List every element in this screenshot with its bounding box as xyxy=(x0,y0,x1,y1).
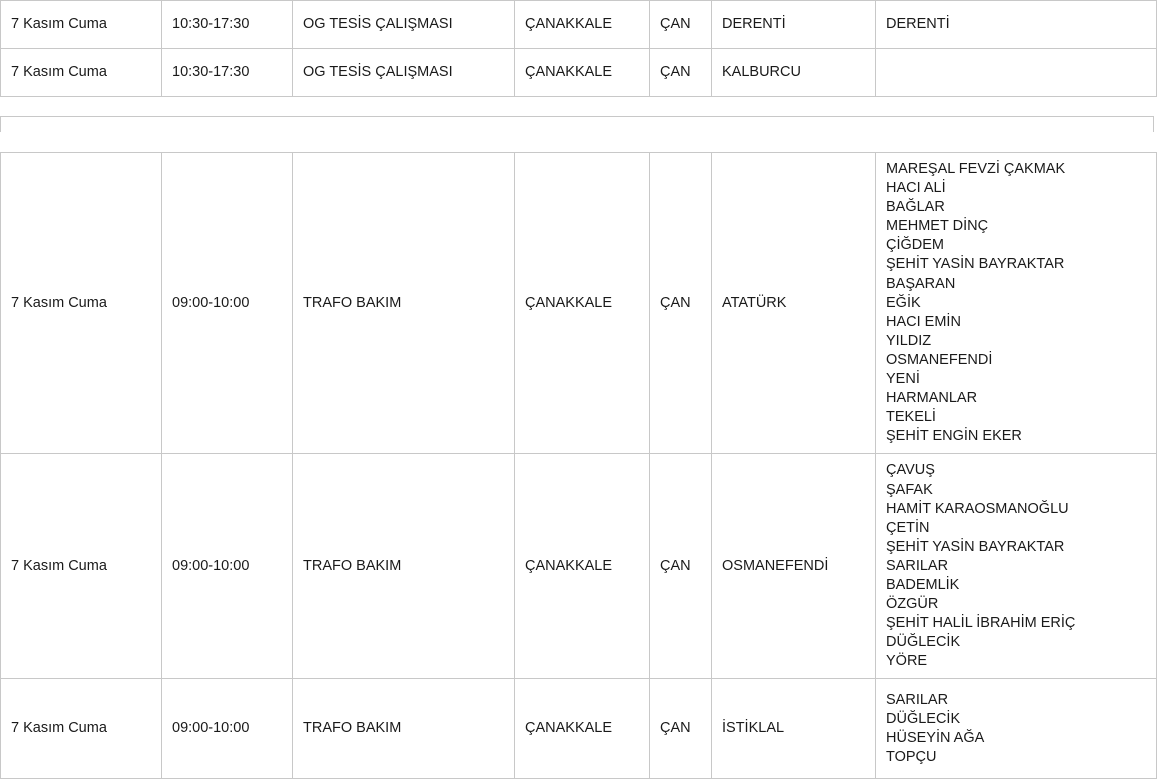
cell-date: 7 Kasım Cuma xyxy=(1,1,162,49)
street-item: DÜĞLECİK xyxy=(886,710,961,727)
street-item: BAŞARAN xyxy=(886,275,956,292)
street-item: SARILAR xyxy=(886,557,949,574)
cell-area: İSTİKLAL xyxy=(712,679,876,779)
cell-district: ÇAN xyxy=(650,49,712,97)
cell-date: 7 Kasım Cuma xyxy=(1,679,162,779)
street-item: OSMANEFENDİ xyxy=(886,351,993,368)
street-item: TEKELİ xyxy=(886,409,936,426)
street-item: ÖZGÜR xyxy=(886,596,939,613)
cell-district: ÇAN xyxy=(650,454,712,679)
cell-work-type: OG TESİS ÇALIŞMASI xyxy=(293,49,515,97)
table-row xyxy=(1,49,1157,97)
street-item: ÇAVUŞ xyxy=(886,462,935,479)
cell-work-type: TRAFO BAKIM xyxy=(293,454,515,679)
table-gap xyxy=(0,116,1168,152)
cell-area: KALBURCU xyxy=(712,49,876,97)
cell-streets: DERENTİ xyxy=(876,1,1157,49)
cell-time: 10:30-17:30 xyxy=(162,1,293,49)
street-item: ÇİĞDEM xyxy=(886,237,944,254)
street-item: YENİ xyxy=(886,371,920,388)
street-item: YILDIZ xyxy=(886,332,932,349)
street-item: ŞEHİT YASİN BAYRAKTAR xyxy=(886,256,1065,273)
street-item: HAMİT KARAOSMANOĞLU xyxy=(886,500,1069,517)
cell-time: 10:30-17:30 xyxy=(162,49,293,97)
street-item: HÜSEYİN AĞA xyxy=(886,729,985,746)
table-divider xyxy=(0,116,1154,132)
street-item: DÜĞLECİK xyxy=(886,634,961,651)
cell-area: DERENTİ xyxy=(712,1,876,49)
table-row xyxy=(1,454,1157,679)
street-item: ŞAFAK xyxy=(886,481,933,498)
cell-district: ÇAN xyxy=(650,1,712,49)
cell-city: ÇANAKKALE xyxy=(515,454,650,679)
street-item: HARMANLAR xyxy=(886,390,978,407)
street-item: HACI ALİ xyxy=(886,180,946,197)
street-item: HACI EMİN xyxy=(886,313,961,330)
cell-city: ÇANAKKALE xyxy=(515,49,650,97)
cell-district: ÇAN xyxy=(650,679,712,779)
street-item: ŞEHİT HALİL İBRAHİM ERİÇ xyxy=(886,615,1076,632)
table-row xyxy=(1,1,1157,49)
cell-streets xyxy=(876,153,1157,454)
cell-work-type: TRAFO BAKIM xyxy=(293,679,515,779)
street-item: SARILAR xyxy=(886,691,949,708)
cell-city: ÇANAKKALE xyxy=(515,1,650,49)
table-row xyxy=(1,679,1157,779)
cell-date: 7 Kasım Cuma xyxy=(1,49,162,97)
cell-work-type: OG TESİS ÇALIŞMASI xyxy=(293,1,515,49)
street-item: ŞEHİT ENGİN EKER xyxy=(886,428,1022,445)
street-item: BAĞLAR xyxy=(886,199,945,216)
street-item: ÇETİN xyxy=(886,519,930,536)
street-item: ŞEHİT YASİN BAYRAKTAR xyxy=(886,538,1065,555)
cell-city: ÇANAKKALE xyxy=(515,679,650,779)
outage-table-bottom xyxy=(0,152,1157,779)
cell-area: OSMANEFENDİ xyxy=(712,454,876,679)
cell-date: 7 Kasım Cuma xyxy=(1,153,162,454)
cell-area: ATATÜRK xyxy=(712,153,876,454)
cell-streets xyxy=(876,454,1157,679)
cell-work-type: TRAFO BAKIM xyxy=(293,153,515,454)
table-row xyxy=(1,153,1157,454)
street-item: TOPÇU xyxy=(886,749,937,766)
cell-district: ÇAN xyxy=(650,153,712,454)
street-item: BADEMLİK xyxy=(886,576,960,593)
cell-streets xyxy=(876,679,1157,779)
cell-city: ÇANAKKALE xyxy=(515,153,650,454)
street-item: MEHMET DİNÇ xyxy=(886,218,989,235)
street-item: YÖRE xyxy=(886,653,928,670)
cell-time: 09:00-10:00 xyxy=(162,454,293,679)
cell-streets xyxy=(876,49,1157,97)
cell-date: 7 Kasım Cuma xyxy=(1,454,162,679)
cell-time: 09:00-10:00 xyxy=(162,679,293,779)
street-item: EĞİK xyxy=(886,294,921,311)
cell-time: 09:00-10:00 xyxy=(162,153,293,454)
outage-table-top xyxy=(0,0,1157,97)
street-item: MAREŞAL FEVZİ ÇAKMAK xyxy=(886,161,1066,177)
